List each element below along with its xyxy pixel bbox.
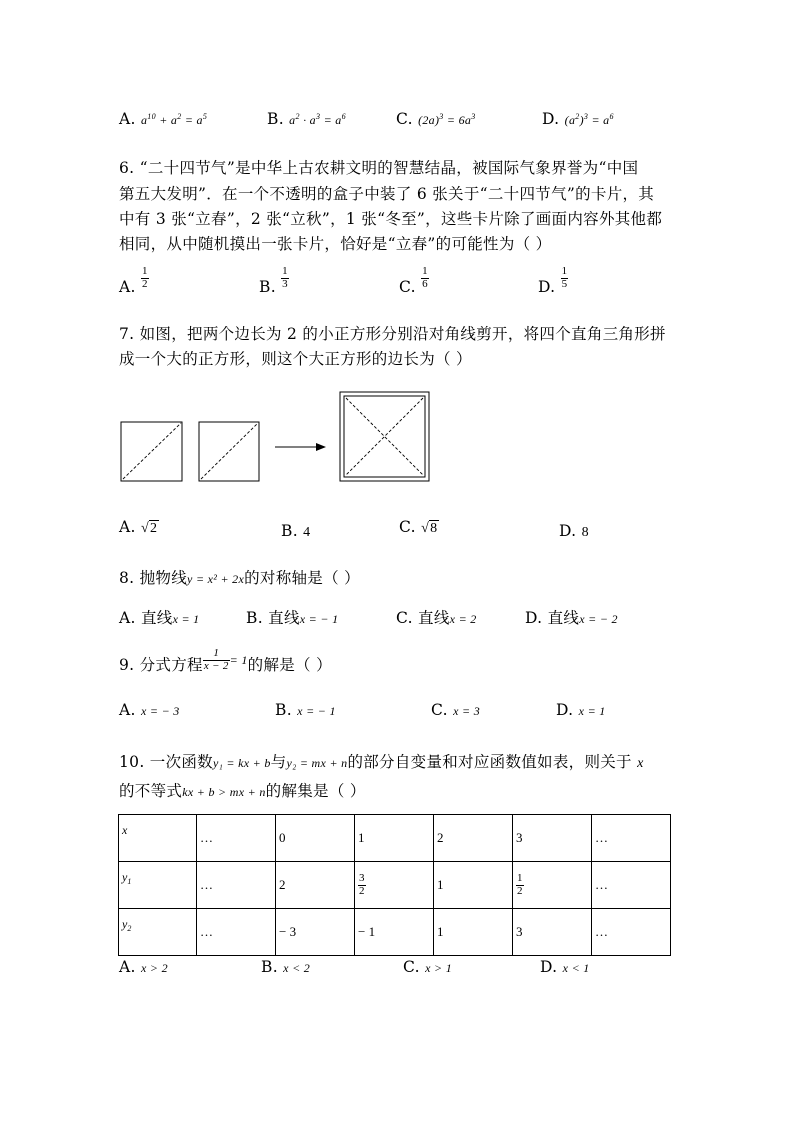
q6-option-b: B. $\frac{1}{3}$ (259, 265, 288, 297)
q7-figure (115, 388, 445, 488)
q7-option-b: B. 4 (281, 522, 311, 540)
q8-stem: 8. 抛物线y = x² + 2x的对称轴是（ ） (119, 569, 360, 587)
q10-option-a: A. x > 2 (119, 958, 168, 976)
table-cell-fraction: $\frac{1}{2}$ (513, 862, 592, 909)
q8-option-b: B. 直线x = − 1 (246, 609, 339, 627)
q9-option-b: B. x = − 1 (275, 701, 336, 719)
q5-option-b: B. $a^2 \cdot a^3 = a^6$ (267, 110, 346, 128)
large-square-inner (344, 396, 425, 477)
q6-option-c: C. $\frac{1}{6}$ (399, 265, 428, 297)
q10-option-d: D. x < 1 (540, 958, 590, 976)
q9-option-d: D. x = 1 (556, 701, 606, 719)
table-cell: 3 (513, 815, 592, 862)
table-cell: 1 (434, 909, 513, 956)
q5-option-d: D. $(a^2)^3 = a^6$ (542, 110, 614, 128)
table-cell: 1 (434, 862, 513, 909)
q6-option-a: A. $\frac{1}{2}$ (119, 265, 148, 297)
small-square-1-diagonal (123, 423, 181, 479)
small-square-2 (199, 422, 259, 481)
q10-line-2: 的不等式kx + b > mx + n的解集是（ ） (119, 782, 366, 800)
q7-line-2: 成一个大的正方形，则这个大正方形的边长为（ ） (119, 350, 472, 368)
q7-option-a: A. √2 (119, 518, 158, 536)
q6-line-4: 相同，从中随机摸出一张卡片，恰好是“立春”的可能性为（ ） (119, 235, 552, 253)
q7-option-d: D. 8 (559, 522, 589, 540)
q9-option-c: C. x = 3 (431, 701, 481, 719)
q10-line-1: 10. 一次函数y₁ = kx + b与y₂ = mx + n的部分自变量和对应函数值如表，则关于 x (119, 753, 644, 771)
q5-option-a: A. $a^{10} + a^2 = a^5$ (119, 110, 208, 128)
table-cell: … (197, 909, 276, 956)
table-head-y1: $y_1$ (119, 862, 197, 909)
table-cell: 1 (355, 815, 434, 862)
table-cell: … (592, 909, 671, 956)
q8-option-c: C. 直线x = 2 (396, 609, 477, 627)
table-cell: … (197, 862, 276, 909)
table-row-y1 (119, 862, 671, 909)
table-row-x (119, 815, 671, 862)
table-cell: − 1 (355, 909, 434, 956)
table-cell: 3 (513, 909, 592, 956)
q6-option-d: D. $\frac{1}{5}$ (538, 265, 568, 297)
arrow-head (316, 443, 326, 451)
q9-option-a: A. x = − 3 (119, 701, 180, 719)
q6-line-3: 中有 3 张“立春”，2 张“立秋”，1 张“冬至”，这些卡片除了画面内容外其他都 (119, 210, 663, 228)
small-square-2-diagonal (201, 423, 258, 479)
table-head-x: x (119, 815, 197, 862)
small-square-1 (121, 422, 182, 481)
table-cell: … (592, 862, 671, 909)
q8-option-a: A. 直线x = 1 (119, 609, 200, 627)
q8-option-d: D. 直线x = − 2 (525, 609, 618, 627)
q6-line-2: 第五大发明”．在一个不透明的盒子中装了 6 张关于“二十四节气”的卡片，其 (119, 185, 655, 203)
table-cell-fraction: $\frac{3}{2}$ (355, 862, 434, 909)
q6-line-1: 6. “二十四节气”是中华上古农耕文明的智慧结晶，被国际气象界誉为“中国 (119, 159, 639, 177)
table-head-y2: $y_2$ (119, 909, 197, 956)
q10-option-b: B. x < 2 (261, 958, 311, 976)
q10-option-c: C. x > 1 (403, 958, 453, 976)
table-cell: 0 (276, 815, 355, 862)
table-cell: 2 (276, 862, 355, 909)
q7-option-c: C. √8 (399, 518, 438, 536)
table-cell: … (197, 815, 276, 862)
table-cell: − 3 (276, 909, 355, 956)
q10-value-table (118, 814, 671, 956)
table-row-y2 (119, 909, 671, 956)
q5-option-c: C. $(2a)^3 = 6a^3$ (396, 110, 476, 128)
q7-line-1: 7. 如图，把两个边长为 2 的小正方形分别沿对角线剪开，将四个直角三角形拼 (119, 325, 666, 343)
table-cell: … (592, 815, 671, 862)
q9-stem: 9. 分式方程 $\frac{1}{x - 2}$ = 1的解是（ ） (119, 647, 332, 675)
table-cell: 2 (434, 815, 513, 862)
